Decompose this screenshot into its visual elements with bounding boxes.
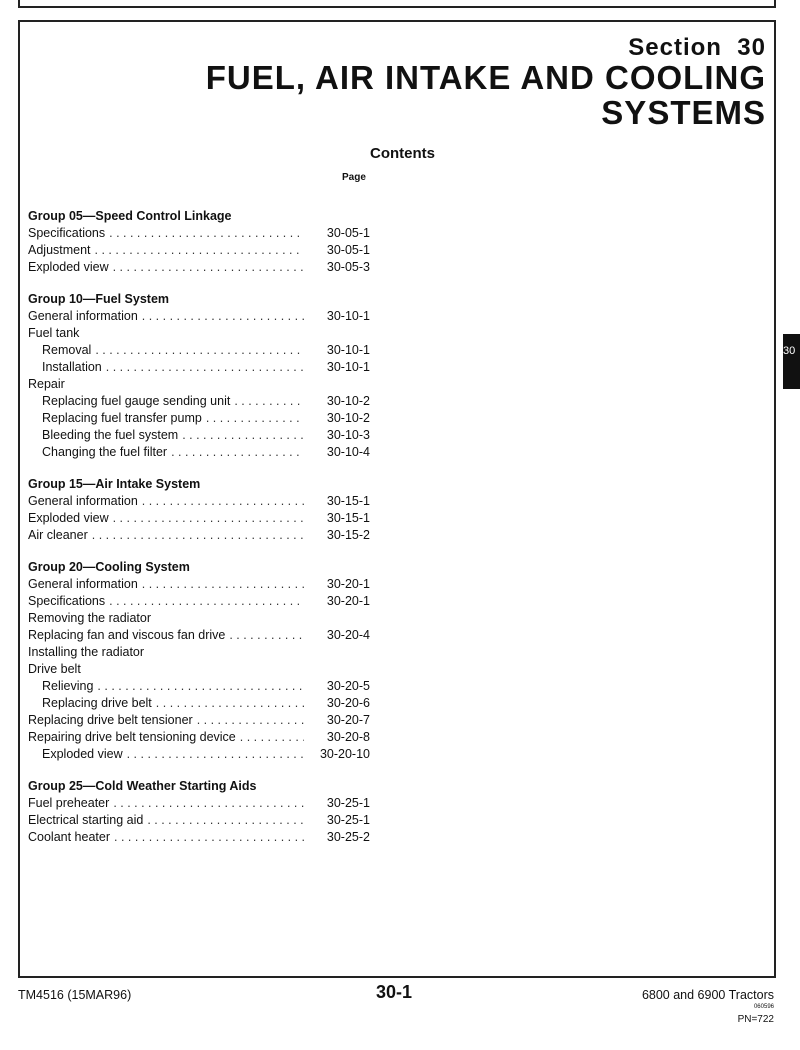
toc-entry[interactable] bbox=[28, 644, 370, 661]
toc-entry[interactable] bbox=[28, 225, 370, 242]
toc-entry[interactable] bbox=[28, 359, 370, 376]
entry-label: Bleeding the fuel system bbox=[42, 428, 179, 442]
entry-page: 30-10-2 bbox=[326, 394, 370, 408]
entry-label: Replacing fuel gauge sending unit bbox=[42, 394, 231, 408]
leader-dots bbox=[97, 678, 304, 695]
leader-dots bbox=[197, 712, 304, 729]
leader-dots bbox=[113, 795, 304, 812]
leader-dots bbox=[206, 410, 304, 427]
entry-label: Exploded view bbox=[42, 747, 123, 761]
toc-entry[interactable] bbox=[28, 795, 370, 812]
entry-label: Replacing fuel transfer pump bbox=[42, 411, 202, 425]
toc-entry[interactable] bbox=[28, 242, 370, 259]
toc-entry[interactable] bbox=[28, 444, 370, 461]
print-code: 060596 bbox=[753, 1004, 774, 1010]
entry-page: 30-20-6 bbox=[326, 696, 370, 710]
leader-dots bbox=[171, 444, 304, 461]
entry-page: 30-25-1 bbox=[326, 813, 370, 827]
toc-entry[interactable] bbox=[28, 576, 370, 593]
leader-dots bbox=[92, 527, 304, 544]
toc-entry[interactable] bbox=[28, 410, 370, 427]
entry-label: Replacing fan and viscous fan drive bbox=[28, 628, 226, 642]
page-number: 30-1 bbox=[376, 982, 413, 1002]
entry-label: Specifications bbox=[28, 594, 106, 608]
toc-entry[interactable] bbox=[28, 342, 370, 359]
entry-label: Replacing drive belt bbox=[42, 696, 152, 710]
entry-page: 30-20-1 bbox=[326, 577, 370, 591]
group-title: Group 05—Speed Control Linkage bbox=[28, 209, 232, 223]
section-number: Section 30 bbox=[628, 34, 766, 61]
toc-entry[interactable] bbox=[28, 527, 370, 544]
entry-page: 30-20-7 bbox=[326, 713, 370, 727]
entry-label: Air cleaner bbox=[28, 528, 88, 542]
entry-page: 30-15-1 bbox=[326, 511, 370, 525]
entry-label: Removal bbox=[42, 343, 92, 357]
entry-page: 30-20-4 bbox=[326, 628, 370, 642]
leader-dots bbox=[142, 308, 304, 325]
leader-dots bbox=[95, 242, 304, 259]
entry-label: General information bbox=[28, 309, 138, 323]
toc-entry[interactable] bbox=[28, 812, 370, 829]
entry-page: 30-15-2 bbox=[326, 528, 370, 542]
leader-dots bbox=[109, 225, 304, 242]
leader-dots bbox=[114, 829, 304, 846]
toc-entry[interactable] bbox=[28, 712, 370, 729]
leader-dots bbox=[240, 729, 304, 746]
table-of-contents bbox=[28, 208, 370, 861]
leader-dots bbox=[113, 259, 304, 276]
leader-dots bbox=[156, 695, 304, 712]
toc-entry[interactable] bbox=[28, 493, 370, 510]
toc-group bbox=[28, 208, 370, 276]
toc-entry[interactable] bbox=[28, 829, 370, 846]
contents-heading: Contents bbox=[370, 145, 435, 162]
entry-page: 30-05-1 bbox=[326, 243, 370, 257]
manual-id: TM4516 (15MAR96) bbox=[18, 988, 132, 1002]
entry-label: Specifications bbox=[28, 226, 106, 240]
entry-page: 30-20-8 bbox=[326, 730, 370, 744]
section-tab[interactable]: 30 bbox=[783, 334, 800, 389]
entry-label: General information bbox=[28, 494, 138, 508]
entry-page: 30-05-1 bbox=[326, 226, 370, 240]
entry-label: Adjustment bbox=[28, 243, 91, 257]
toc-group bbox=[28, 559, 370, 763]
toc-entry[interactable] bbox=[28, 308, 370, 325]
leader-dots bbox=[95, 342, 304, 359]
leader-dots bbox=[142, 576, 304, 593]
entry-label: Exploded view bbox=[28, 511, 109, 525]
toc-entry[interactable] bbox=[28, 627, 370, 644]
entry-label: Repairing drive belt tensioning device bbox=[28, 730, 236, 744]
leader-dots bbox=[142, 493, 304, 510]
entry-label: Installation bbox=[42, 360, 102, 374]
entry-page: 30-05-3 bbox=[326, 260, 370, 274]
leader-dots bbox=[182, 427, 304, 444]
entry-label: Electrical starting aid bbox=[28, 813, 144, 827]
entry-label: Removing the radiator bbox=[28, 611, 151, 625]
toc-entry[interactable] bbox=[28, 610, 370, 627]
toc-entry[interactable] bbox=[28, 325, 370, 342]
entry-page: 30-10-3 bbox=[326, 428, 370, 442]
leader-dots bbox=[234, 393, 304, 410]
toc-entry[interactable] bbox=[28, 661, 370, 678]
toc-group bbox=[28, 778, 370, 846]
toc-entry[interactable] bbox=[28, 393, 370, 410]
toc-group bbox=[28, 291, 370, 461]
entry-label: Replacing drive belt tensioner bbox=[28, 713, 193, 727]
entry-page: 30-20-5 bbox=[326, 679, 370, 693]
group-title: Group 20—Cooling System bbox=[28, 560, 190, 574]
entry-page: 30-10-1 bbox=[326, 360, 370, 374]
leader-dots bbox=[127, 746, 304, 763]
leader-dots bbox=[113, 510, 304, 527]
leader-dots bbox=[147, 812, 304, 829]
entry-page: 30-10-1 bbox=[326, 309, 370, 323]
entry-page: 30-10-4 bbox=[326, 445, 370, 459]
entry-label: Installing the radiator bbox=[28, 645, 145, 659]
entry-label: General information bbox=[28, 577, 138, 591]
entry-label: Repair bbox=[28, 377, 65, 391]
entry-label: Relieving bbox=[42, 679, 94, 693]
entry-label: Drive belt bbox=[28, 662, 81, 676]
entry-label: Fuel tank bbox=[28, 326, 80, 340]
toc-entry[interactable] bbox=[28, 593, 370, 610]
entry-label: Changing the fuel filter bbox=[42, 445, 168, 459]
toc-entry[interactable] bbox=[28, 729, 370, 746]
entry-page: 30-15-1 bbox=[326, 494, 370, 508]
entry-page: 30-25-1 bbox=[326, 796, 370, 810]
toc-entry[interactable] bbox=[28, 376, 370, 393]
group-title: Group 15—Air Intake System bbox=[28, 477, 201, 491]
toc-entry[interactable] bbox=[28, 746, 370, 763]
toc-entry[interactable] bbox=[28, 695, 370, 712]
top-border bbox=[18, 0, 776, 8]
entry-page: 30-20-1 bbox=[326, 594, 370, 608]
toc-group bbox=[28, 476, 370, 544]
leader-dots bbox=[229, 627, 304, 644]
group-title: Group 25—Cold Weather Starting Aids bbox=[28, 779, 257, 793]
toc-entry[interactable] bbox=[28, 678, 370, 695]
frame-bottom-rule bbox=[18, 976, 776, 978]
entry-page: 30-25-2 bbox=[326, 830, 370, 844]
leader-dots bbox=[106, 359, 304, 376]
entry-label: Coolant heater bbox=[28, 830, 111, 844]
entry-page: 30-10-1 bbox=[326, 343, 370, 357]
entry-page: 30-20-10 bbox=[319, 747, 370, 761]
pn-number: PN=722 bbox=[737, 1014, 774, 1025]
section-title: FUEL, AIR INTAKE AND COOLING SYSTEMS bbox=[205, 59, 766, 131]
group-title: Group 10—Fuel System bbox=[28, 292, 170, 306]
product-name: 6800 and 6900 Tractors bbox=[641, 988, 774, 1002]
leader-dots bbox=[109, 593, 304, 610]
entry-label: Exploded view bbox=[28, 260, 109, 274]
toc-entry[interactable] bbox=[28, 427, 370, 444]
entry-page: 30-10-2 bbox=[326, 411, 370, 425]
toc-entry[interactable] bbox=[28, 259, 370, 276]
entry-label: Fuel preheater bbox=[28, 796, 110, 810]
page-column-heading: Page bbox=[342, 172, 366, 183]
toc-entry[interactable] bbox=[28, 510, 370, 527]
